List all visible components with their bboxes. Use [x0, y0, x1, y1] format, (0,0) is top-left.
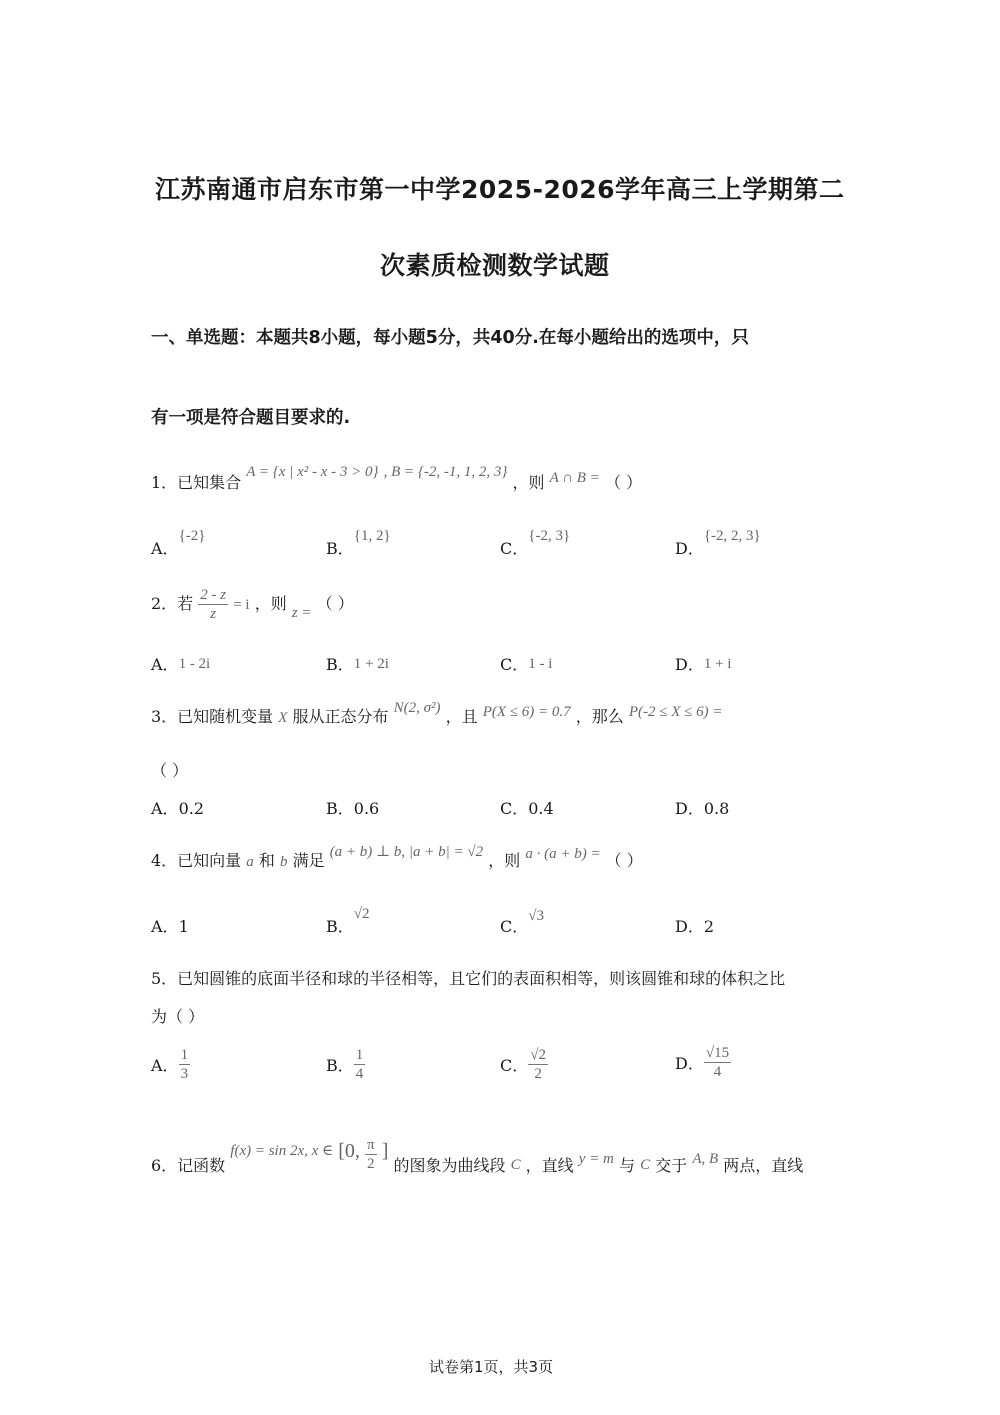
math-equals-i: = i — [233, 597, 250, 613]
option-a: A．1 — [151, 917, 189, 936]
question-text: 4．已知向量 — [151, 851, 242, 870]
option-c: C． $\frac{√2}{2}$ — [500, 1047, 546, 1082]
question-text: ，则 — [488, 851, 521, 870]
math-points: A, B — [692, 1151, 719, 1167]
math-variable-x: X — [278, 710, 288, 726]
math-curve-c: C — [510, 1157, 521, 1173]
answer-paren: （ ） — [605, 851, 643, 870]
section-header-line-1: 一、单选题：本题共8小题，每小题5分，共40分.在每小题给出的选项中，只 — [151, 328, 749, 348]
option-c: C．√3 — [500, 908, 544, 936]
question-text: 服从正态分布 — [292, 707, 389, 726]
question-text: 两点，直线 — [723, 1156, 804, 1175]
option-b: B．1 + 2i — [326, 655, 389, 674]
question-text: 与 — [619, 1156, 636, 1175]
math-fraction: $\frac{2 - z}{z}$ — [200, 587, 227, 622]
title-line-2: 次素质检测数学试题 — [380, 251, 610, 280]
question-text: 6．记函数 — [151, 1156, 226, 1175]
question-1 — [151, 464, 643, 493]
option-b: B．0.6 — [326, 799, 380, 818]
option-d: D．1 + i — [675, 655, 732, 674]
page-footer: 试卷第1页，共3页 — [429, 1358, 554, 1376]
answer-paren: （ ） — [604, 473, 643, 492]
question-4 — [151, 844, 643, 871]
section-header-line-2: 有一项是符合题目要求的. — [151, 408, 351, 428]
question-2 — [151, 586, 354, 623]
question-text: 2．若 — [151, 594, 194, 613]
option-c: C．{-2, 3} — [500, 528, 571, 558]
question-text: 的图象为曲线段 — [393, 1156, 506, 1175]
title-line-1: 江苏南通市启东市第一中学2025-2026学年高三上学期第二 — [155, 175, 845, 204]
math-expression: P(-2 ≤ X ≤ 6) = — [628, 704, 723, 720]
option-b: B．√2 — [326, 906, 370, 936]
question-5-line-1: 5．已知圆锥的底面半径和球的半径相等，且它们的表面积相等，则该圆锥和球的体积之比 — [151, 969, 786, 988]
question-text: 和 — [258, 851, 275, 870]
math-curve-c: C — [640, 1157, 651, 1173]
option-c: C．1 - i — [500, 655, 553, 674]
math-line: y = m — [578, 1151, 614, 1167]
question-6: 6．记函数 f(x) = sin 2x, x ∈ [0, $\frac{\pi}{2}$ ] 的图象为曲线段 C ，直线 y = m 与 C 交于 A, B 两点，直线 — [151, 1137, 804, 1175]
question-text: 1．已知集合 — [151, 473, 242, 492]
math-expression: a · (a + b) = — [525, 846, 601, 862]
option-b: B．{1, 2} — [326, 528, 391, 558]
question-text: ，则 — [512, 473, 545, 492]
math-set-a: A = {x | x² - x - 3 > 0} — [246, 464, 379, 480]
question-text: ，那么 — [575, 707, 624, 726]
math-function: f(x) = sin 2x, x ∈ — [230, 1143, 334, 1159]
math-condition: P(X ≤ 6) = 0.7 — [482, 704, 571, 720]
math-expression: A ∩ B = — [549, 470, 600, 486]
question-5-line-2: 为（ ） — [151, 1007, 205, 1026]
math-vector-b: b — [279, 854, 288, 870]
answer-paren: （ ） — [316, 594, 354, 613]
question-text: ，则 — [254, 594, 287, 613]
math-condition: (a + b) ⊥ b, |a + b| = √2 — [329, 844, 484, 860]
option-c: C．0.4 — [500, 799, 554, 818]
question-3 — [151, 700, 723, 727]
option-a: A．{-2} — [151, 528, 206, 558]
option-d: D．0.8 — [675, 799, 730, 818]
math-distribution: N(2, σ²) — [393, 700, 441, 716]
answer-paren: （ ） — [151, 761, 189, 780]
question-text: 3．已知随机变量 — [151, 707, 274, 726]
question-text: ，且 — [445, 707, 478, 726]
option-a: A．1 - 2i — [151, 655, 211, 674]
math-vector-a: a — [246, 854, 254, 870]
option-d: D．{-2, 2, 3} — [675, 528, 761, 558]
question-text: 交于 — [655, 1156, 688, 1175]
option-d: D． $\frac{√15}{4}$ — [675, 1045, 730, 1080]
math-set-b: , B = {-2, -1, 1, 2, 3} — [383, 464, 508, 480]
option-a: A．0.2 — [151, 799, 205, 818]
math-expression: z = — [291, 605, 312, 621]
question-text: ，直线 — [525, 1156, 574, 1175]
option-d: D．2 — [675, 917, 715, 936]
option-b: B． $\frac{1}{4}$ — [326, 1047, 364, 1082]
option-a: A． $\frac{1}{3}$ — [151, 1047, 189, 1082]
math-fraction: $\frac{\pi}{2}$ — [367, 1137, 375, 1172]
question-text: 满足 — [292, 851, 325, 870]
